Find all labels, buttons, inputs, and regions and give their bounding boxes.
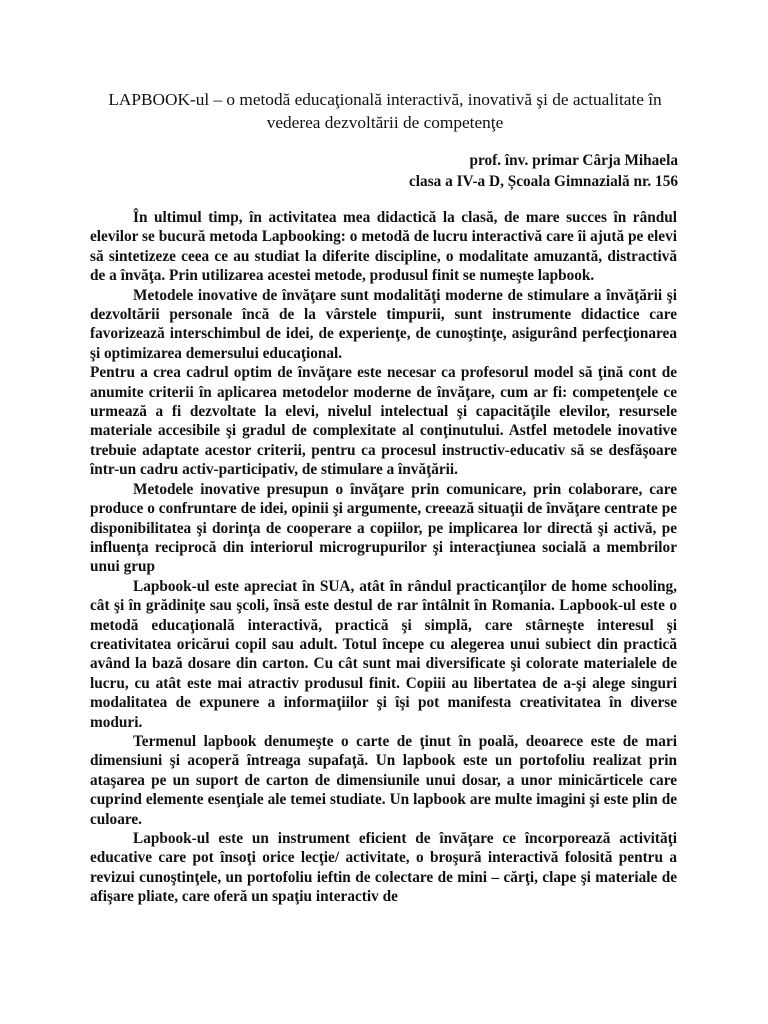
author-block <box>409 150 678 192</box>
paragraph: Metodele inovative presupun o învăţare prin comunicare, prin colaborare, care produce o confruntare de idei, opinii şi argumente, creează situaţii de învăţare centrate pe disponibilitatea şi dorinţa de cooperare a copiilor, pe implicarea lor directă şi activă, pe influenţa reciprocă din interiorul microgrupurilor şi interacţiunea socială a membrilor unui grup <box>90 480 677 576</box>
document-title: LAPBOOK-ul – o metodă educaţională interactivă, inovativă şi de actualitate în vederea dezvoltării de competenţe <box>108 90 662 132</box>
paragraph: Metodele inovative de învăţare sunt modalităţi moderne de stimulare a învăţării şi dezvoltării personale încă de la vârstele timpurii, sunt instrumente didactice care favorizează interschimbul de idei, de experienţe, de cunoştinţe, asigurând perfecţionarea şi optimizarea demersului educaţional. <box>90 286 677 362</box>
document-body <box>90 208 677 907</box>
paragraph: Pentru a crea cadrul optim de învăţare este necesar ca profesorul model să ţină cont de anumite criterii în aplicarea metodelor moderne de învăţare, cum ar fi: competenţele ce urmează a fi dezvoltate la elevi, nivelul intelectual şi capacităţile elevilor, resursele materiale accesibile şi gradul de complexitate al conţinutului. Astfel metodele inovative trebuie adaptate acestor criterii, pentru ca procesul instructiv-educativ să se desfăşoare într-un cadru activ-participativ, de stimulare a învăţării. <box>90 364 677 479</box>
paragraph: Lapbook-ul este apreciat în SUA, atât în rândul practicanţilor de home schooling, cât şi în grădiniţe sau şcoli, însă este destul de rar întâlnit în Romania. Lapbook-ul este o metodă educaţională interactivă, practică şi simplă, care stârneşte interesul şi creativitatea oricărui copil sau adult. Totul începe cu alegerea unui subiect din practică având la bază dosare din carton. Cu cât sunt mai diversificate şi colorate materialele de lucru, cu atât este mai atractiv produsul finit. Copiii au libertatea de a-şi alege singuri modalitatea de expunere a informaţiilor şi îşi pot manifesta creativitatea în diverse moduri. <box>90 577 677 731</box>
author-school: clasa a IV-a D, Școala Gimnazială nr. 156 <box>409 173 678 190</box>
paragraph: Termenul lapbook denumeşte o carte de ţinut în poală, deoarece este de mari dimensiuni şi acoperă întreaga supafaţă. Un lapbook este un portofoliu realizat prin ataşarea pe un suport de carton de dimensiunile unui dosar, a unor minicărticele care cuprind elemente esenţiale ale temei studiate. Un lapbook are multe imagini şi este plin de culoare. <box>90 732 677 828</box>
paragraph: Lapbook-ul este un instrument eficient de învăţare ce încorporează activităţi educative care pot însoţi orice lecţie/ activitate, o broşură interactivă folosită pentru a revizui cunoştinţele, un portofoliu ieftin de colectare de mini – cărţi, clape şi materiale de afişare pliate, care oferă un spaţiu interactiv de <box>90 830 677 906</box>
author-name: prof. înv. primar Cârja Mihaela <box>469 152 678 169</box>
paragraph: În ultimul timp, în activitatea mea didactică la clasă, de mare succes în rândul elevilor se bucură metoda Lapbooking: o metodă de lucru interactivă care îi ajută pe elevi să sintetizeze ceea ce au studiat la diferite discipline, o modalitate amuzantă, distractivă de a învăţa. Prin utilizarea acestei metode, produsul finit se numeşte lapbook. <box>90 209 677 285</box>
